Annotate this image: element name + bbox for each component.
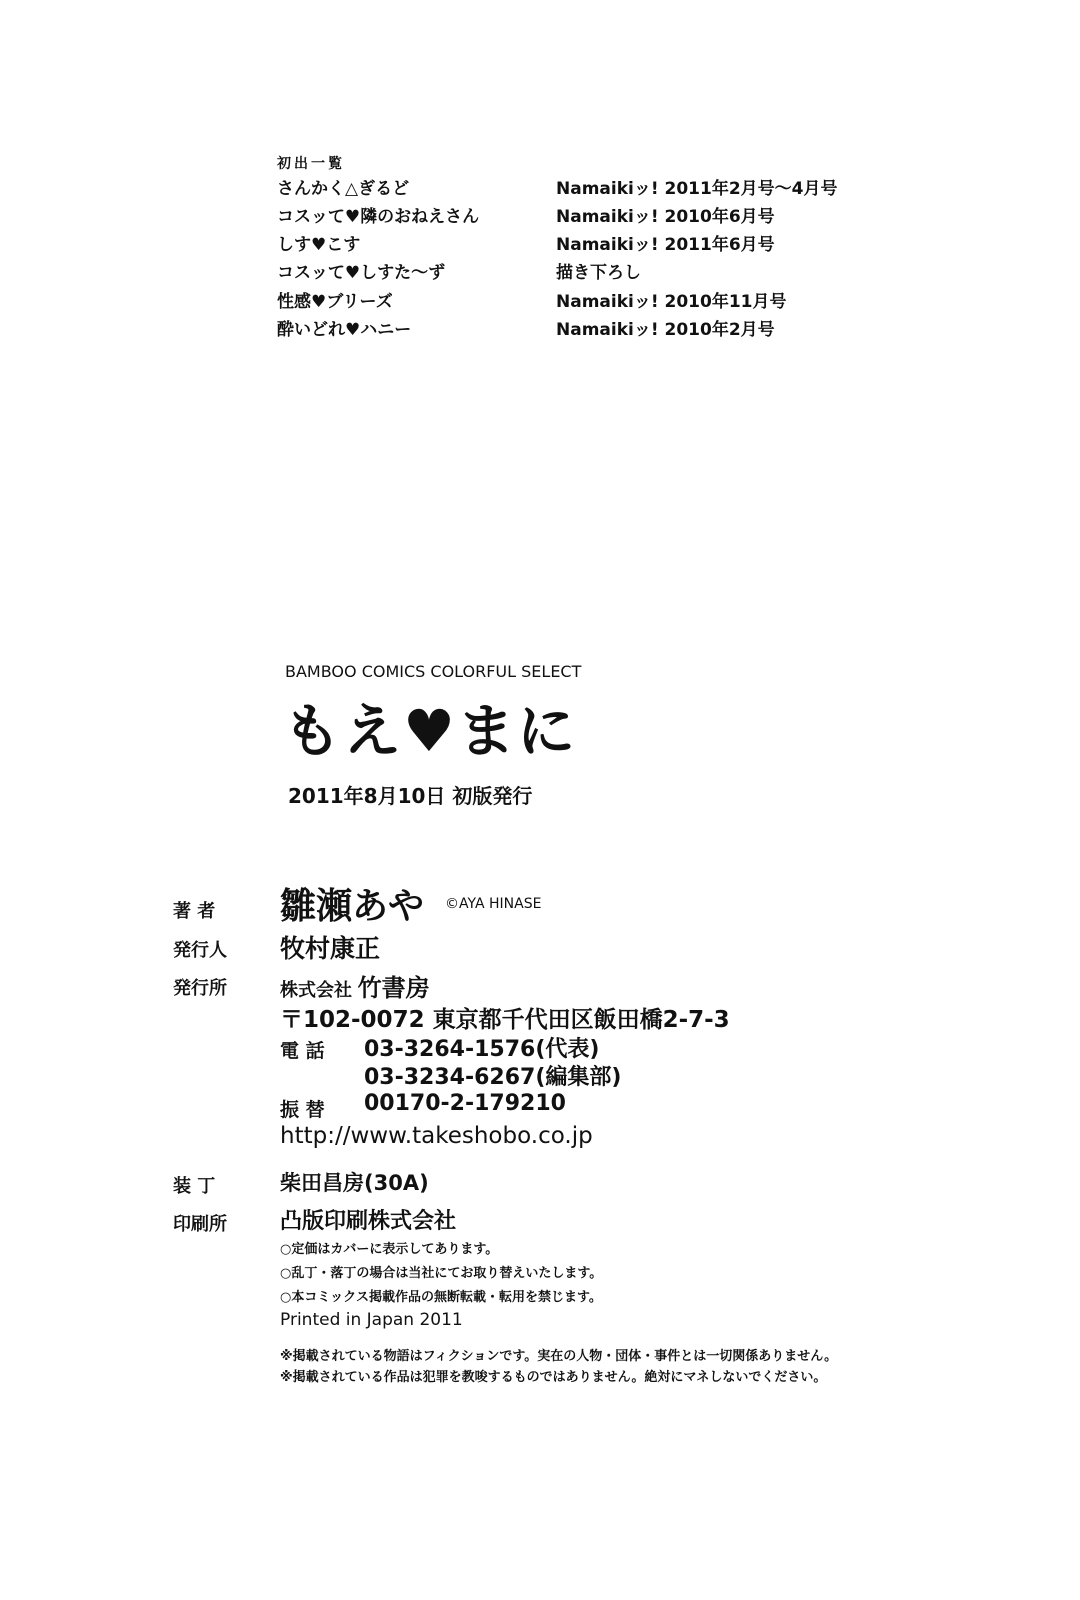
publisher [280,968,430,1003]
heart-icon: ♥ [403,697,458,765]
publication-row [277,230,877,256]
book-title-part-2: まに [457,697,578,765]
publication-row [277,202,877,228]
note-replacement: ○乱丁・落丁の場合は当社にてお取り替えいたします。 [280,1266,603,1281]
publication-title: 性感♥ブリーズ [277,292,393,312]
publication-title: コスッて♥隣のおねえさん [277,207,480,227]
publication-row [277,315,877,341]
publication-source: Namaikiッ! 2010年6月号 [556,207,775,227]
publication-source: Namaikiッ! 2011年2月号～4月号 [556,179,838,199]
publisher-person: 牧村康正 [280,934,381,963]
publication-row [277,287,877,313]
publisher-prefix: 株式会社 [280,980,352,1001]
printer-label: 印刷所 [173,1214,227,1235]
publication-source: 描き下ろし [556,263,641,283]
publisher-label: 発行所 [173,978,227,999]
design-label: 装 丁 [173,1176,216,1197]
publisher-url[interactable]: http://www.takeshobo.co.jp [280,1123,593,1149]
publisher-name: 竹書房 [357,974,430,1002]
publication-source: Namaikiッ! 2010年11月号 [556,292,787,312]
publication-title: コスッて♥しすた～ず [277,263,446,283]
note-price: ○定価はカバーに表示してあります。 [280,1242,499,1257]
publication-row [277,174,877,200]
publication-source: Namaikiッ! 2010年2月号 [556,320,775,340]
disclaimer-crime: ※掲載されている作品は犯罪を教唆するものではありません。絶対にマネしないでください。 [280,1370,827,1385]
publication-row [277,258,877,284]
publication-date: 2011年8月10日 初版発行 [288,784,533,808]
publication-title: 酔いどれ♥ハニー [277,320,412,340]
book-title-part-1: もえ [283,697,404,765]
author-name: 雛瀬あや [280,886,425,927]
publication-title: さんかく△ぎるど [277,179,410,199]
first-publication-heading: 初出一覧 [277,156,345,172]
transfer-account: 00170-2-179210 [364,1091,566,1116]
note-copyright: ○本コミックス掲載作品の無断転載・転用を禁じます。 [280,1290,602,1305]
author-copyright: ©AYA HINASE [445,896,542,912]
publication-source: Namaikiッ! 2011年6月号 [556,235,775,255]
disclaimer-fiction: ※掲載されている物語はフィクションです。実在の人物・団体・事件とは一切関係ありません。 [280,1349,838,1364]
printer: 凸版印刷株式会社 [280,1209,457,1234]
author-label: 著 者 [173,901,216,922]
designer: 柴田昌房(30A) [280,1171,429,1195]
printed-in: Printed in Japan 2011 [280,1310,463,1330]
publication-title: しす♥こす [277,235,361,255]
phone-label: 電 話 [280,1040,325,1062]
publisher-address: 〒102-0072 東京都千代田区飯田橋2-7-3 [280,1007,730,1033]
phone-editorial: 03-3234-6267(編集部) [364,1065,622,1090]
book-title [283,684,577,768]
phone-main: 03-3264-1576(代表) [364,1037,600,1062]
series-name: BAMBOO COMICS COLORFUL SELECT [285,662,582,681]
publisher-person-label: 発行人 [173,940,227,961]
transfer-label: 振 替 [280,1099,325,1121]
